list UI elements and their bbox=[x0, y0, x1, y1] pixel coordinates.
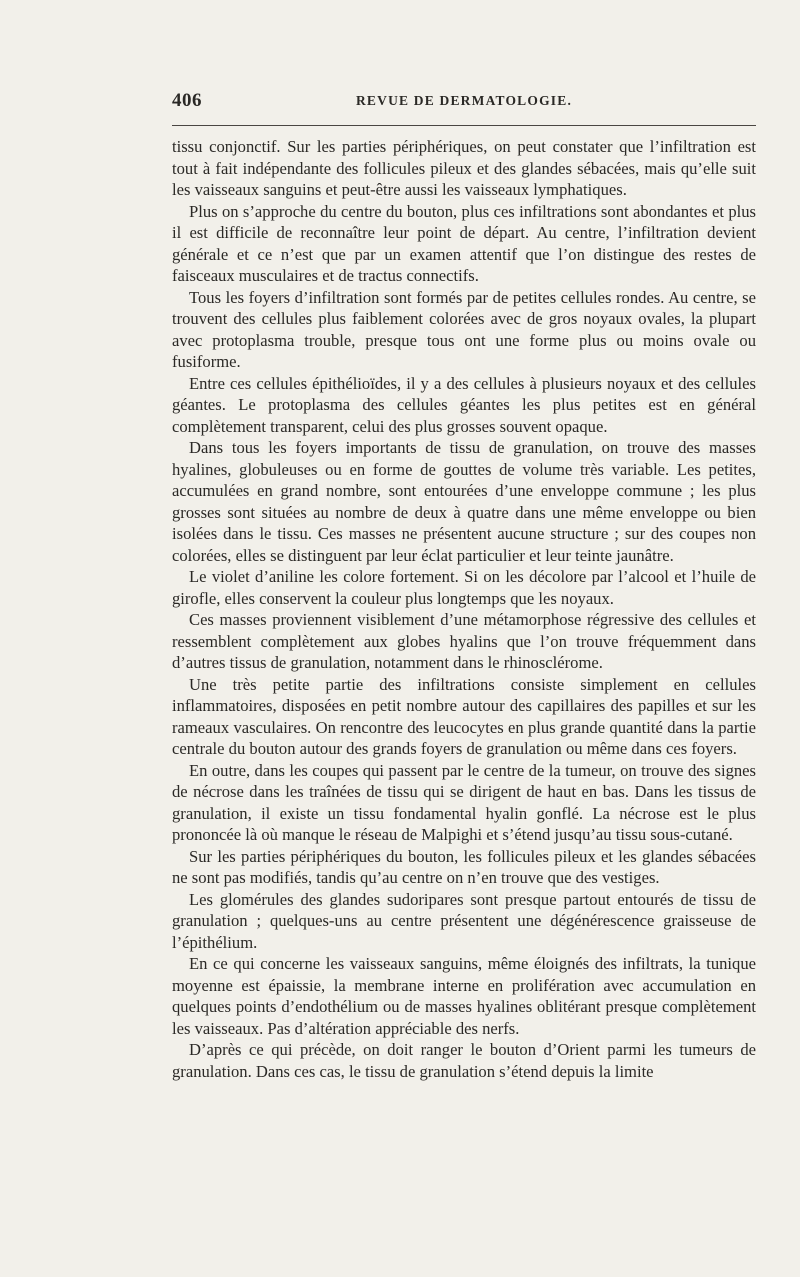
paragraph: En ce qui concerne les vaisseaux sanguins, même éloignés des infiltrats, la tunique moyenne est épaissie, la membrane interne en prolifération avec accumulation en quelques points d’endothélium ou de masses hyalines oblitérant presque complètement les vaisseaux. Pas d’altération appréciable des nerfs. bbox=[172, 954, 756, 1038]
paragraph: Sur les parties périphériques du bouton, les follicules pileux et les glandes sébacées ne sont pas modifiés, tandis qu’au centre on n’en trouve que des vestiges. bbox=[172, 846, 756, 887]
body-text bbox=[172, 136, 756, 1082]
paragraph: Ces masses proviennent visiblement d’une métamorphose régressive des cellules et ressemblent complètement aux globes hyalins que l’on trouve fréquemment dans d’autres tissus de granulation, notamment dans le rhinosclérome. bbox=[172, 610, 756, 672]
header-rule bbox=[172, 125, 756, 126]
paragraph: Tous les foyers d’infiltration sont formés par de petites cellules rondes. Au centre, se trouvent des cellules plus faiblement colorées avec de gros noyaux ovales, la plupart avec protoplasma trouble, presque tous ont une forme plus ou moins ovale ou fusiforme. bbox=[172, 287, 756, 371]
paragraph: Le violet d’aniline les colore fortement. Si on les décolore par l’alcool et l’huile de girofle, elles conservent la couleur plus longtemps que les noyaux. bbox=[172, 567, 756, 608]
paragraph: En outre, dans les coupes qui passent par le centre de la tumeur, on trouve des signes de nécrose dans les traînées de tissu qui se dirigent de haut en bas. Dans les tissus de granulation, il existe un tissu fondamental hyalin gonflé. La nécrose est le plus prononcée là où manque le réseau de Malpighi et s’étend jusqu’au tissu sous-cutané. bbox=[172, 760, 756, 844]
paragraph: Plus on s’approche du centre du bouton, plus ces infiltrations sont abondantes et plus il est difficile de reconnaître leur point de départ. Au centre, l’infiltration devient générale et ce n’est que par un examen attentif que l’on distingue des restes de faisceaux musculaires et de tractus connectifs. bbox=[172, 201, 756, 285]
paragraph: Les glomérules des glandes sudoripares sont presque partout entourés de tissu de granulation ; quelques-uns au centre présentent une dégénérescence graisseuse de l’épithélium. bbox=[172, 889, 756, 952]
page-header bbox=[172, 90, 756, 114]
running-title: REVUE DE DERMATOLOGIE. bbox=[355, 93, 573, 108]
paragraph: D’après ce qui précède, on doit ranger le bouton d’Orient parmi les tumeurs de granulation. Dans ces cas, le tissu de granulation s’étend depuis la limite bbox=[172, 1040, 756, 1081]
paragraph: tissu conjonctif. Sur les parties périphériques, on peut constater que l’infiltration est tout à fait indépendante des follicules pileux et des glandes sébacées, mais qu’elle suit les vaisseaux sanguins et peut-être aussi les vaisseaux lymphatiques. bbox=[172, 137, 756, 199]
paragraph: Une très petite partie des infiltrations consiste simplement en cellules inflammatoires, disposées en petit nombre autour des capillaires des papilles et sur les rameaux vasculaires. On rencontre des leucocytes en plus grande quantité dans la partie centrale du bouton autour des grands foyers de granulation ou même dans ces foyers. bbox=[172, 674, 756, 758]
paragraph: Dans tous les foyers importants de tissu de granulation, on trouve des masses hyalines, globuleuses ou en forme de gouttes de volume très variable. Les petites, accumulées en grand nombre, sont entourées d’une enveloppe commune ; les plus grosses sont situées au nombre de deux à quatre dans une même enveloppe ou bien isolées dans le tissu. Ces masses ne présentent aucune structure ; sur des coupes non colorées, elles se distinguent par leur éclat particulier et leur teinte jaunâtre. bbox=[172, 438, 756, 565]
paragraph: Entre ces cellules épithélioïdes, il y a des cellules à plusieurs noyaux et des cellules géantes. Le protoplasma des cellules géantes les plus petites est en général complètement transparent, celui des plus grosses souvent opaque. bbox=[172, 373, 756, 436]
page-number: 406 bbox=[172, 90, 202, 111]
